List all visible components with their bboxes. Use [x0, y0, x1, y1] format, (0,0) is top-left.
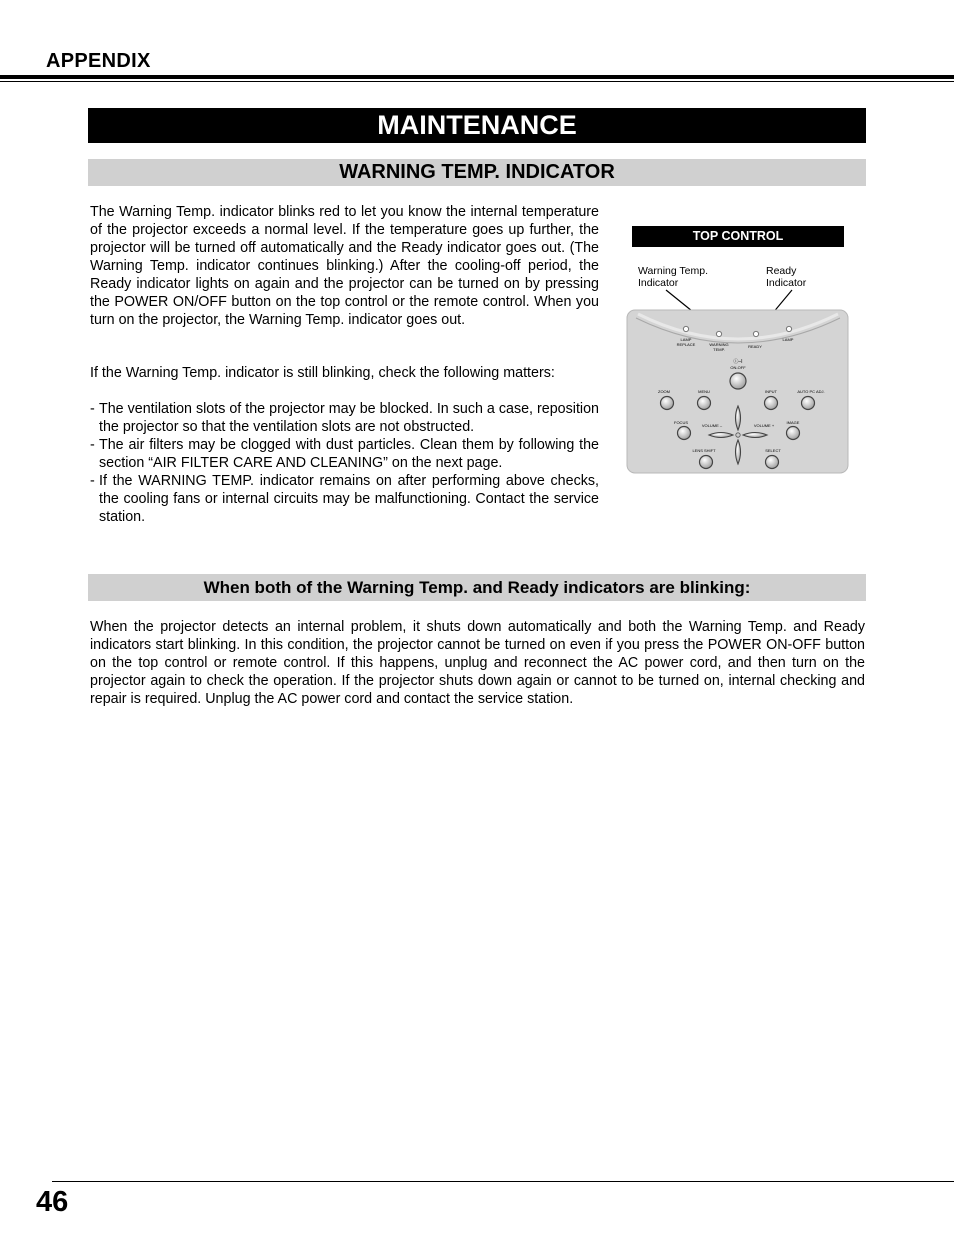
select-button[interactable]	[766, 456, 779, 469]
indicator-label: REPLACE	[676, 342, 696, 347]
input-button[interactable]	[765, 397, 778, 410]
image-button[interactable]	[787, 427, 800, 440]
callout-line: Warning Temp.	[638, 265, 709, 277]
top-control-diagram	[626, 286, 850, 476]
menu-button[interactable]	[698, 397, 711, 410]
button-label: MENU	[698, 389, 710, 394]
zoom-button[interactable]	[661, 397, 674, 410]
section-heading: WARNING TEMP. INDICATOR	[88, 159, 866, 186]
header-rule-thin	[0, 81, 954, 82]
indicator-label: READY	[748, 344, 762, 349]
auto-pc-adj-button[interactable]	[802, 397, 815, 410]
section-label: APPENDIX	[46, 50, 151, 72]
page-number: 46	[36, 1186, 69, 1218]
arrow-left-button[interactable]	[709, 433, 733, 438]
button-label: VOLUME –	[701, 423, 723, 428]
check-intro-paragraph: If the Warning Temp. indicator is still blinking, check the following matters:	[90, 365, 555, 381]
bullet-marker: -	[90, 473, 95, 489]
lens-shift-button[interactable]	[700, 456, 713, 469]
list-item-text: If the WARNING TEMP. indicator remains on after performing above checks, the cooling fans or internal circuits may be malfunctioning. Contact the service station.	[99, 473, 599, 525]
intro-paragraph: The Warning Temp. indicator blinks red to let you know the internal temperature of the projector exceeds a normal level. If the temperature goes up further, the projector will be turned off automatically and the Ready indicator goes out. (The Warning Temp. indicator continues blinking.) After the cooling-off period, the Ready indicator lights on again and the projector can be turned on by pressing the POWER ON/OFF button on the top control or the remote control. When you turn on the projector, the Warning Temp. indicator goes out.	[90, 204, 599, 328]
check-list	[90, 400, 599, 526]
power-symbol: ⓘ–I	[733, 359, 743, 365]
button-label: LENS SHIFT	[692, 448, 716, 453]
both-indicators-heading: When both of the Warning Temp. and Ready indicators are blinking:	[88, 574, 866, 601]
focus-button[interactable]	[678, 427, 691, 440]
arrow-right-button[interactable]	[743, 433, 767, 438]
button-label: AUTO PC ADJ.	[797, 389, 825, 394]
list-item	[90, 472, 599, 526]
list-item-text: The air filters may be clogged with dust particles. Clean them by following the section “AIR FILTER CARE AND CLEANING” on the next page.	[99, 437, 599, 471]
button-label: FOCUS	[674, 420, 688, 425]
lamp-indicator	[786, 326, 791, 331]
ready-indicator	[753, 331, 758, 336]
callout-line: Ready	[766, 265, 797, 277]
list-item	[90, 436, 599, 472]
bullet-marker: -	[90, 401, 95, 417]
indicator-label: WARNING	[709, 342, 729, 347]
indicator-label: LAMP	[782, 337, 794, 342]
power-button[interactable]	[730, 373, 746, 389]
button-label: VOLUME +	[753, 423, 775, 428]
bullet-marker: -	[90, 437, 95, 453]
indicator-label: LAMP	[680, 337, 692, 342]
both-indicators-paragraph: When the projector detects an internal problem, it shuts down automatically and both the Warning Temp. and Ready indicators start blinking. In this condition, the projector cannot be turned on even if you press the POWER ON-OFF button on the top control or remote control. If this happens, unplug and reconnect the AC power cord, and then turn on the projector again to check the operation. If the projector shuts down again or cannot to be turned on, internal checking and repair is required. Unplug the AC power cord and contact the service station.	[90, 619, 865, 707]
list-item-text: The ventilation slots of the projector may be blocked. In such a case, reposition the projector so that the ventilation slots are not obstructed.	[99, 401, 599, 435]
indicator-label: TEMP.	[713, 347, 725, 352]
callout-line: Indicator	[638, 277, 679, 289]
button-label: ON-OFF	[730, 365, 746, 370]
button-label: ZOOM	[658, 389, 670, 394]
warning-temp-indicator	[716, 331, 721, 336]
list-item	[90, 400, 599, 436]
button-label: INPUT	[765, 389, 777, 394]
button-label: IMAGE	[786, 420, 800, 425]
center-dot	[736, 433, 740, 437]
button-label: SELECT	[765, 448, 781, 453]
arrow-up-button[interactable]	[736, 406, 741, 430]
top-control-label: TOP CONTROL	[632, 226, 844, 247]
header-rule	[0, 75, 954, 79]
callout-line: Indicator	[766, 277, 807, 289]
arrow-down-button[interactable]	[736, 440, 741, 464]
page-title: MAINTENANCE	[88, 108, 866, 143]
lamp-replace-indicator	[683, 326, 688, 331]
footer-rule	[52, 1181, 954, 1182]
